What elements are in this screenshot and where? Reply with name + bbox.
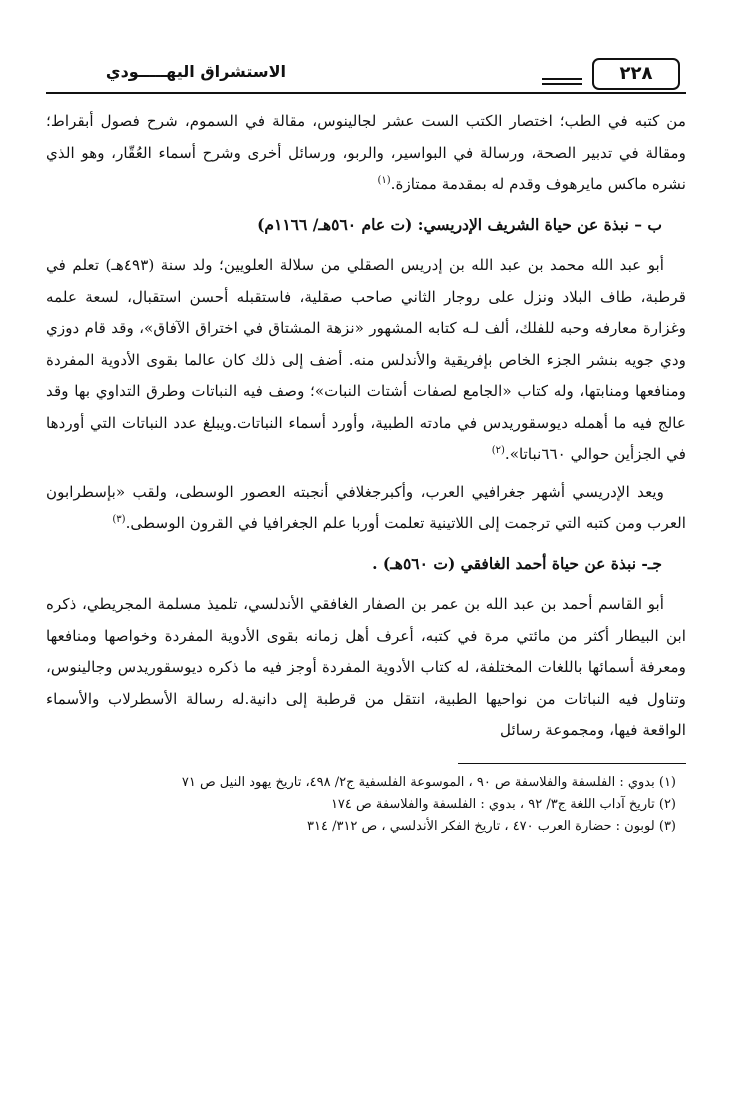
- page-number: ٢٢٨: [592, 58, 680, 90]
- running-book-title: الاستشراق اليهـــــودي: [105, 62, 286, 81]
- footnote-2: (٢) تاريخ آداب اللغة ج٣/ ٩٢ ، بدوي : الفلسفة والفلاسفة ص ١٧٤: [330, 796, 676, 812]
- footnotes: [46, 772, 686, 838]
- page-header: [46, 52, 686, 94]
- paragraph-idrisi-bio: [46, 250, 686, 471]
- header-ornament-rule: [542, 78, 582, 80]
- footnote-ref: (١): [377, 174, 391, 186]
- paragraph-text: أبو عبد الله محمد بن عبد الله بن إدريس الصقلي من سلالة العلويين؛ ولد سنة (٤٩٣هـ) تعلم في قرطبة، طاف البلاد ونزل على روجار الثاني صاحب صقلية، فاستقبله أحسن استقبال، لسعة علمه وغزارة معارفه وحبه للفلك، ألف لـه كتابه المشهور «نزهة المشتاق في اختراق الآفاق»، وقد قام دوزي ودي جويه بنشر الجزء الخاص بإفريقية والأندلس منه. أضف إلى ذلك كان عالما بقوى الأدوية المفردة ومنافعها ومنابتها، وله كتاب «الجامع لصفات أشتات النبات»؛ وصف فيه النباتات وطرق التداوي بها وقد عالج فيه ما أهمله ديوسقوريدس في مادته الطبية، وأورد أسماء النباتات.ويبلغ عدد النباتات التي أوردها في الجزأين حوالي ٦٦٠نباتا».: [46, 256, 686, 463]
- header-ornament-rule: [542, 83, 582, 85]
- footnote-1: (١) بدوي : الفلسفة والفلاسفة ص ٩٠ ، الموسوعة الفلسفية ج٢/ ٤٩٨، تاريخ يهود النيل ص ٧١: [181, 774, 676, 790]
- section-heading-ghafiqi: جـ- نبذة عن حياة أحمد الغافقي (ت ٥٦٠هـ) .: [372, 553, 662, 573]
- paragraph-idrisi-geography: [46, 477, 686, 540]
- section-heading-idrisi: ب – نبذة عن حياة الشريف الإدريسي: (ت عام ٥٦٠هـ/ ١١٦٦م): [257, 214, 662, 234]
- paragraph-text: أبو القاسم أحمد بن عبد الله بن عمر بن الصفار الغافقي الأندلسي، تلميذ مسلمة المجريطي، ذكره ابن البيطار أكثر من مائتي مرة في كتبه، أعرف أهل زمانه بقوى الأدوية المفردة وخواصها ومنافعها ومعرفة أسمائها باللغات المختلفة، له كتاب الأدوية المفردة أوجز فيه ما ذكره ديوسقوريدس وجالينوس، وتناول فيه النباتات من نواحيها الطبية، انتقل من قرطبة إلى دانية.له رسالة الأسطرلاب والأسماء الواقعة فيها، ومجموعة رسائل: [46, 595, 686, 739]
- book-page: [46, 52, 686, 838]
- paragraph-text: من كتبه في الطب؛ اختصار الكتب الست عشر لجالينوس، مقالة في السموم، شرح فصول أبقراط؛ ومقالة في تدبير الصحة، ورسالة في البواسير، والربو، ورسائل أخرى وشرح أسماء العُقّار، وهو الذي نشره ماكس مايرهوف وقدم له بمقدمة ممتازة.: [46, 112, 686, 193]
- footnote-ref: (٣): [112, 513, 126, 525]
- footnote-separator: [458, 763, 686, 764]
- footnote-3: (٣) لوبون : حضارة العرب ٤٧٠ ، تاريخ الفكر الأندلسي ، ص ٣١٢/ ٣١٤: [307, 818, 676, 834]
- paragraph-text: ويعد الإدريسي أشهر جغرافيي العرب، وأكبرجغلافي أنجبته العصور الوسطى، ولقب «بإسطرابون العرب ومن كتبه التي ترجمت إلى اللاتينية تعلمت أوربا علم الجغرافيا في القرون الوسطى.: [46, 482, 686, 532]
- paragraph-medical-works: [46, 106, 686, 201]
- paragraph-ghafiqi-bio: [46, 589, 686, 747]
- footnote-ref: (٢): [491, 444, 505, 456]
- page-body: [46, 106, 686, 747]
